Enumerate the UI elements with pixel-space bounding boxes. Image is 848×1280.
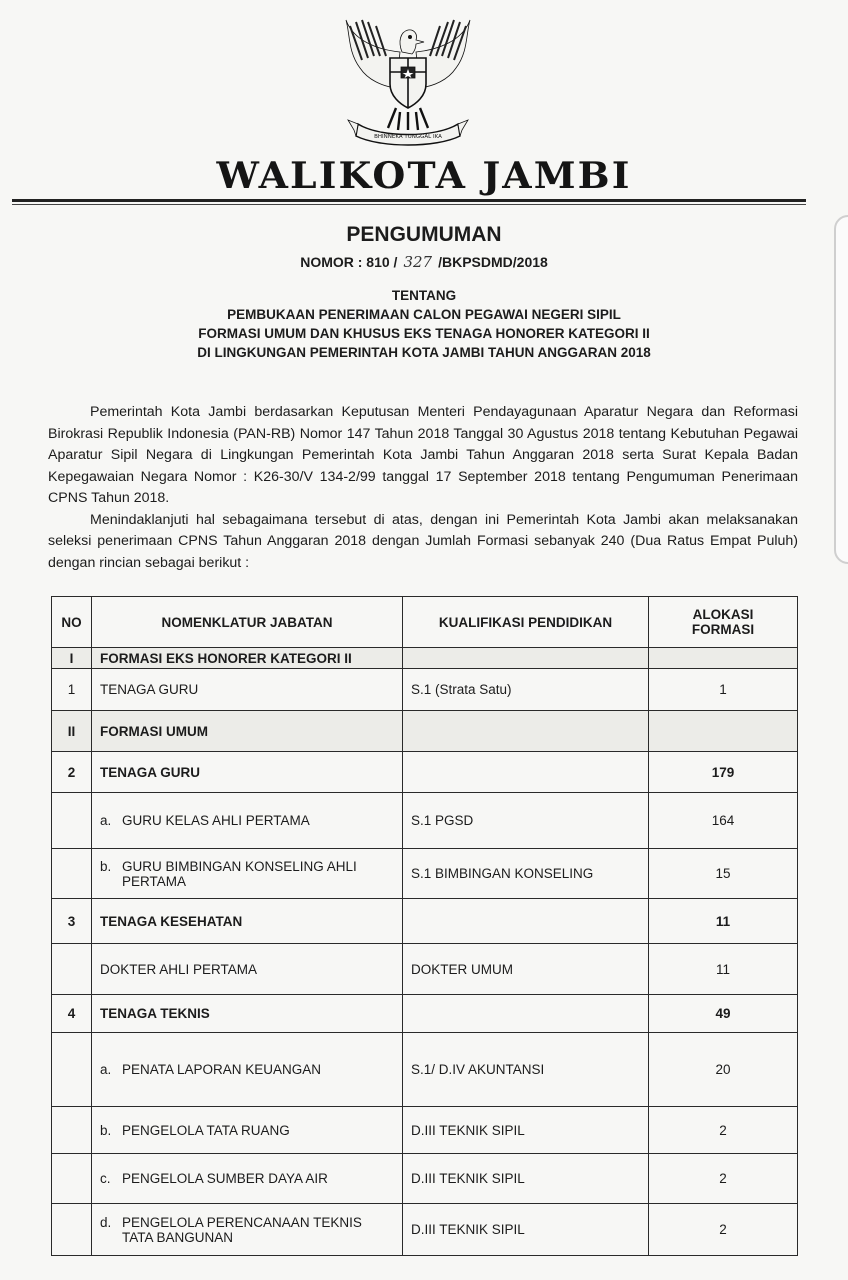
number-suffix: /BKPSDMD/2018 (438, 254, 548, 270)
header-alokasi-line1: ALOKASI (692, 607, 754, 622)
item-letter: b. (100, 858, 112, 874)
cell-kualifikasi: S.1/ D.IV AKUNTANSI (403, 1033, 649, 1107)
table-header-row (52, 597, 798, 648)
cell-kualifikasi: S.1 PGSD (403, 793, 649, 849)
cell-kualifikasi: DOKTER UMUM (403, 944, 649, 995)
cell-kualifikasi (403, 711, 649, 752)
subject-line: PEMBUKAAN PENERIMAAN CALON PEGAWAI NEGERI SIPIL (227, 307, 621, 322)
table-row (52, 849, 798, 899)
cell-no: 1 (52, 669, 92, 711)
table-row (52, 1107, 798, 1154)
subject-line: DI LINGKUNGAN PEMERINTAH KOTA JAMBI TAHUN ANGGARAN 2018 (197, 345, 651, 360)
cell-no: 2 (52, 752, 92, 793)
cell-no: 3 (52, 899, 92, 944)
cell-alokasi (649, 648, 798, 669)
cell-jabatan: FORMASI EKS HONORER KATEGORI II (92, 648, 403, 669)
cell-jabatan: TENAGA GURU (92, 752, 403, 793)
table-row (52, 1033, 798, 1107)
cell-alokasi: 15 (649, 849, 798, 899)
cell-jabatan (92, 793, 403, 849)
item-text: PENGELOLA TATA RUANG (122, 1122, 290, 1138)
cell-alokasi: 11 (649, 899, 798, 944)
body-text (48, 402, 798, 574)
number-prefix: NOMOR : 810 / (300, 254, 398, 270)
cell-alokasi: 2 (649, 1154, 798, 1204)
item-letter: c. (100, 1171, 111, 1186)
header-kualifikasi: KUALIFIKASI PENDIDIKAN (403, 597, 649, 648)
cell-no (52, 944, 92, 995)
header-no: NO (52, 597, 92, 648)
table-row (52, 1154, 798, 1204)
cell-alokasi: 179 (649, 752, 798, 793)
announcement-number (0, 253, 848, 271)
cell-jabatan (92, 1154, 403, 1204)
cell-no (52, 1107, 92, 1154)
cell-kualifikasi (403, 995, 649, 1033)
body-paragraph: Menindaklanjuti hal sebagaimana tersebut di atas, dengan ini Pemerintah Kota Jambi akan melaksanakan seleksi penerimaan CPNS Tahun Anggaran 2018 dengan Jumlah Formasi sebanyak 240 (Dua Ratus Empat Puluh) dengan rincian sebagai berikut : (48, 511, 798, 571)
cell-jabatan: TENAGA TEKNIS (92, 995, 403, 1033)
item-letter: a. (100, 1062, 112, 1077)
table-row (52, 995, 798, 1033)
item-text: PENATA LAPORAN KEUANGAN (122, 1062, 322, 1077)
cell-jabatan (92, 1107, 403, 1154)
cell-jabatan: DOKTER AHLI PERTAMA (92, 944, 403, 995)
table-row (52, 1204, 798, 1256)
header-rule-thick (12, 199, 806, 202)
cell-jabatan (92, 849, 403, 899)
cell-kualifikasi (403, 899, 649, 944)
header-jabatan: NOMENKLATUR JABATAN (92, 597, 403, 648)
item-text: PENGELOLA SUMBER DAYA AIR (122, 1171, 328, 1186)
body-paragraph: Pemerintah Kota Jambi berdasarkan Keputusan Menteri Pendayagunaan Aparatur Negara dan Reformasi Birokrasi Republik Indonesia (PAN-RB) Nomor 147 Tahun 2018 Tanggal 30 Agustus 2018 tentang Kebutuhan Pegawai Aparatur Sipil Negara di Lingkungan Pemerintah Kota Jambi Tahun Anggaran 2018 serta Surat Kepala Badan Kepegawaian Negara Nomor : K26-30/V 134-2/99 tanggal 17 September 2018 tentang Pengumuman Penerimaan CPNS Tahun 2018. (48, 404, 798, 506)
announcement-heading: PENGUMUMAN (346, 223, 502, 246)
header-alokasi (649, 597, 798, 648)
cell-kualifikasi (403, 752, 649, 793)
table-row (52, 711, 798, 752)
cell-kualifikasi: D.III TEKNIK SIPIL (403, 1107, 649, 1154)
cell-jabatan (92, 1033, 403, 1107)
cell-no: II (52, 711, 92, 752)
cell-alokasi: 11 (649, 944, 798, 995)
cell-alokasi: 20 (649, 1033, 798, 1107)
table-row (52, 648, 798, 669)
cell-no (52, 793, 92, 849)
cell-alokasi: 2 (649, 1107, 798, 1154)
item-text: PENGELOLA PERENCANAAN TEKNIS TATA BANGUNAN (122, 1214, 362, 1245)
cell-jabatan: FORMASI UMUM (92, 711, 403, 752)
item-letter: b. (100, 1122, 112, 1138)
header-alokasi-line2: FORMASI (691, 622, 755, 637)
cell-jabatan: TENAGA KESEHATAN (92, 899, 403, 944)
formasi-table (51, 596, 798, 1256)
table-row (52, 793, 798, 849)
subject-line: FORMASI UMUM DAN KHUSUS EKS TENAGA HONORER KATEGORI II (198, 326, 650, 341)
table-row (52, 944, 798, 995)
emblem-motto: BHINNEKA TUNGGAL IKA (374, 134, 442, 140)
cell-no (52, 849, 92, 899)
garuda-emblem-icon (340, 12, 476, 150)
cell-jabatan: TENAGA GURU (92, 669, 403, 711)
header-rule-thin (12, 204, 806, 205)
cell-kualifikasi (403, 648, 649, 669)
cell-alokasi: 1 (649, 669, 798, 711)
tentang-label: TENTANG (391, 288, 457, 303)
cell-no (52, 1204, 92, 1256)
announcement-subject (0, 305, 848, 362)
header-title: WALIKOTA JAMBI (216, 155, 632, 197)
cell-no (52, 1033, 92, 1107)
cell-no (52, 1154, 92, 1204)
table-row (52, 752, 798, 793)
item-text: GURU BIMBINGAN KONSELING AHLI PERTAMA (122, 858, 357, 889)
cell-kualifikasi: S.1 (Strata Satu) (403, 669, 649, 711)
cell-jabatan (92, 1204, 403, 1256)
cell-alokasi (649, 711, 798, 752)
table-row (52, 669, 798, 711)
cell-kualifikasi: D.III TEKNIK SIPIL (403, 1154, 649, 1204)
cell-no: I (52, 648, 92, 669)
number-handwritten: 327 (403, 253, 433, 271)
cell-alokasi: 164 (649, 793, 798, 849)
cell-kualifikasi: S.1 BIMBINGAN KONSELING (403, 849, 649, 899)
cell-alokasi: 49 (649, 995, 798, 1033)
item-text: GURU KELAS AHLI PERTAMA (122, 813, 310, 828)
cell-no: 4 (52, 995, 92, 1033)
item-letter: d. (100, 1214, 112, 1230)
table-row (52, 899, 798, 944)
cell-alokasi: 2 (649, 1204, 798, 1256)
item-letter: a. (100, 813, 112, 828)
cell-kualifikasi: D.III TEKNIK SIPIL (403, 1204, 649, 1256)
